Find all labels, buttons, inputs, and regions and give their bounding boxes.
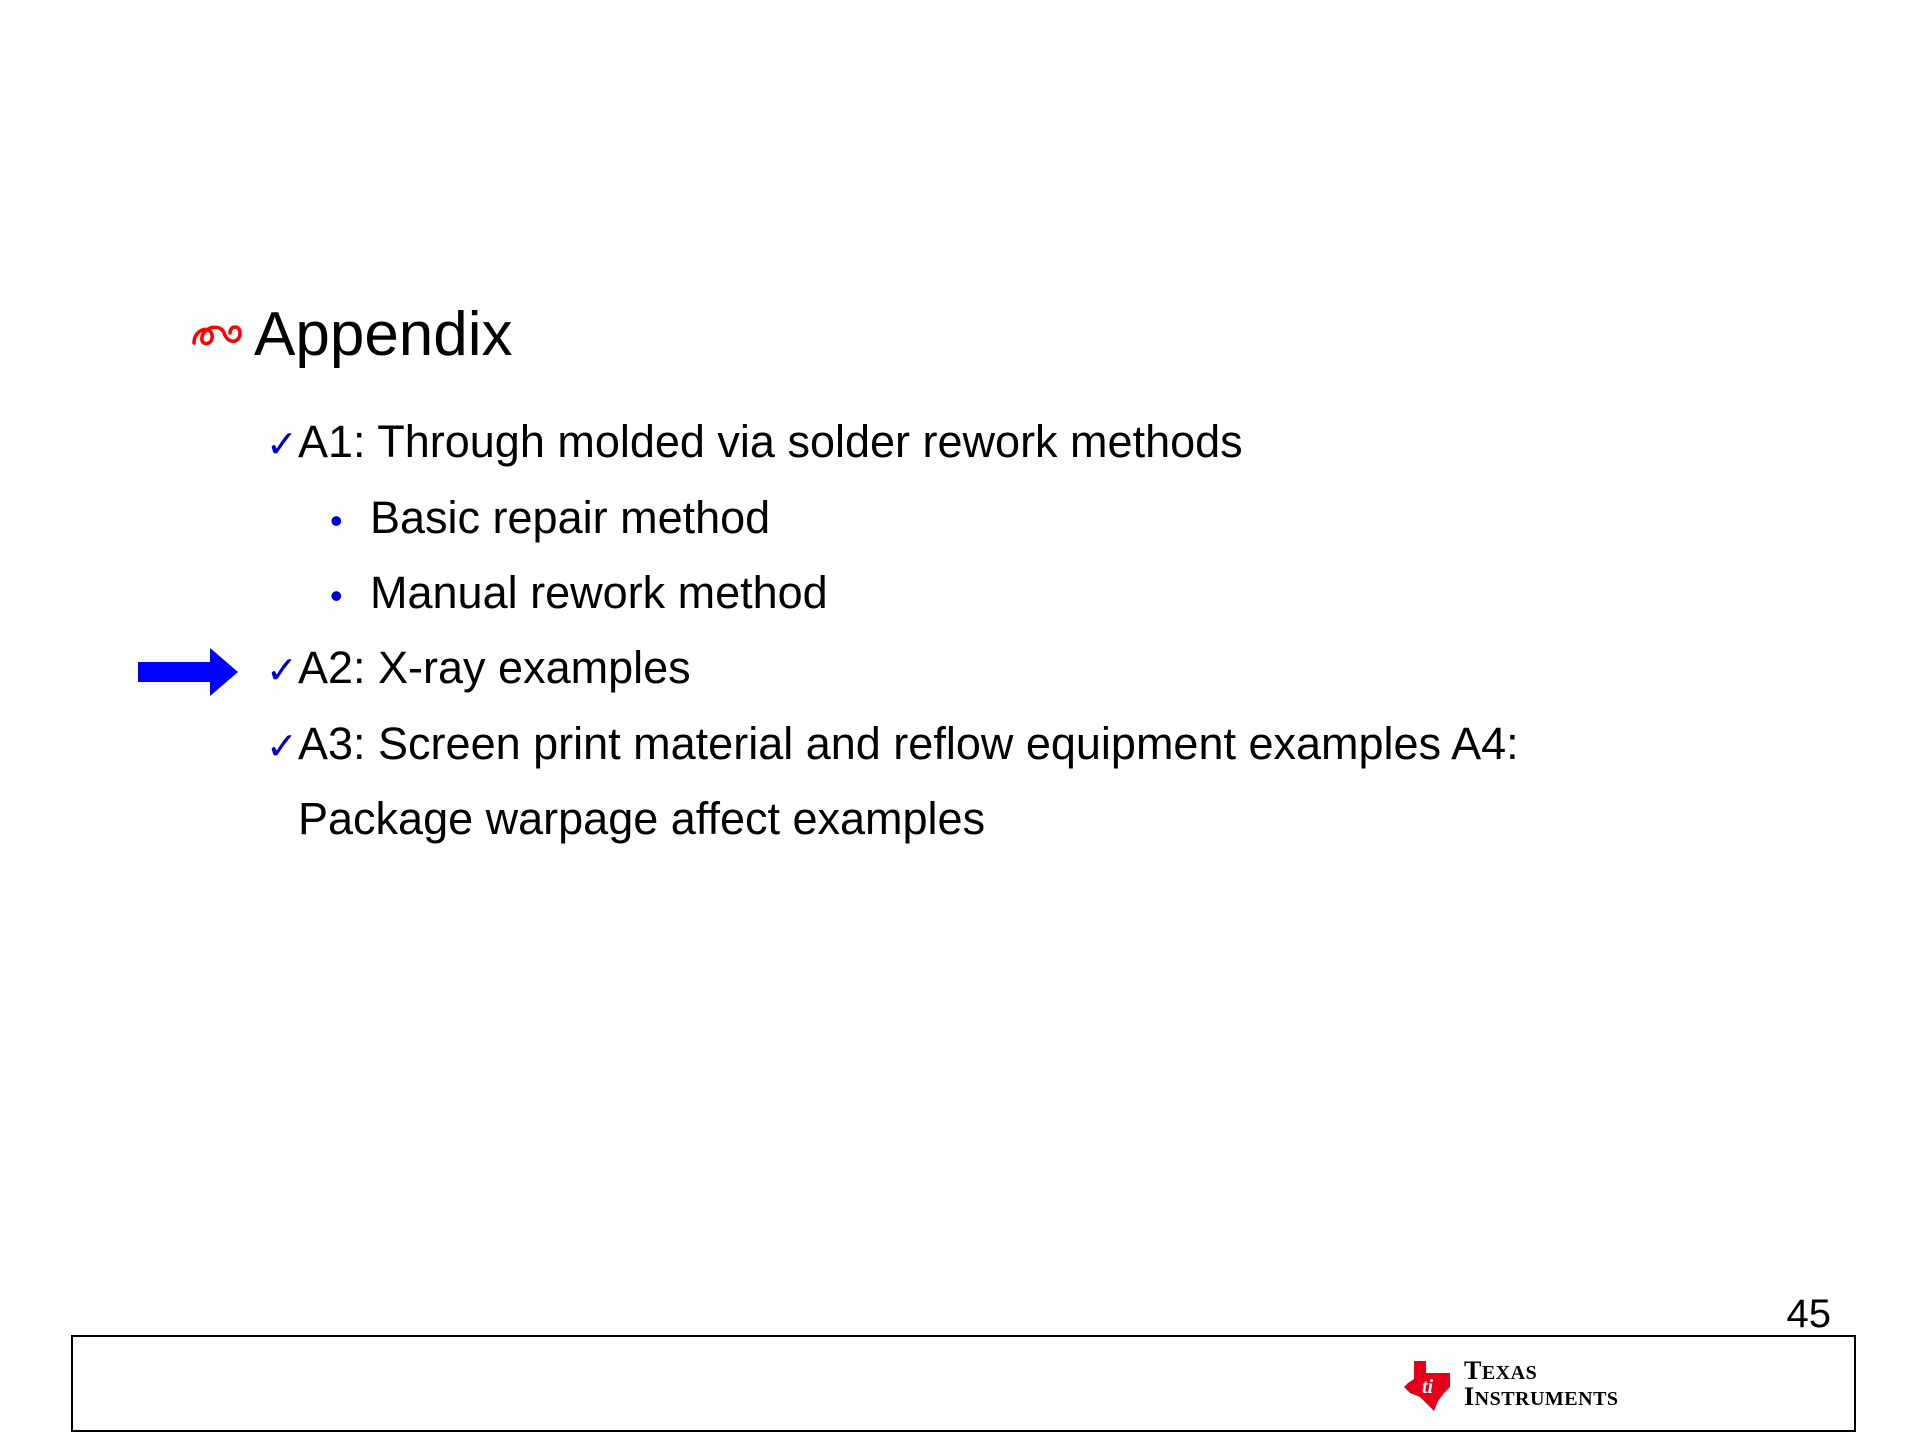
texas-state-icon xyxy=(1400,1357,1456,1413)
logo-line2-rest: NSTRUMENTS xyxy=(1474,1388,1619,1410)
list-item-a3-continued xyxy=(298,789,985,849)
list-item-label: Package warpage affect examples xyxy=(298,793,986,844)
logo-line1-rest: EXAS xyxy=(1481,1362,1538,1384)
list-subitem-basic-repair xyxy=(330,488,770,551)
checkmark-icon: ✓ xyxy=(266,422,298,466)
list-item-a3 xyxy=(266,714,1519,776)
dot-bullet-icon: • xyxy=(330,500,343,541)
list-item-label: A2: X-ray examples xyxy=(298,642,691,693)
checkmark-icon: ✓ xyxy=(266,724,298,768)
logo-wordmark xyxy=(1464,1356,1619,1411)
curl-bullet-icon xyxy=(190,317,244,353)
slide-title: Appendix xyxy=(254,300,513,369)
list-item-a1 xyxy=(266,412,1243,474)
logo-line2-initial: I xyxy=(1464,1382,1475,1411)
checkmark-icon: ✓ xyxy=(266,648,298,692)
list-item-label: Basic repair method xyxy=(370,492,771,543)
list-subitem-manual-rework xyxy=(330,563,828,626)
dot-bullet-icon: • xyxy=(330,575,343,616)
page-number: 45 xyxy=(1786,1292,1831,1336)
list-item-a2 xyxy=(266,638,691,700)
right-arrow-icon xyxy=(138,648,238,696)
texas-instruments-logo xyxy=(1400,1355,1619,1415)
heading-row xyxy=(190,295,513,375)
svg-text:ti: ti xyxy=(1422,1376,1434,1398)
list-item-label: Manual rework method xyxy=(370,567,828,618)
list-item-label: A1: Through molded via solder rework methods xyxy=(298,416,1243,467)
logo-line1-initial: T xyxy=(1464,1356,1482,1385)
list-item-label: A3: Screen print material and reflow equipment examples A4: xyxy=(298,718,1519,769)
